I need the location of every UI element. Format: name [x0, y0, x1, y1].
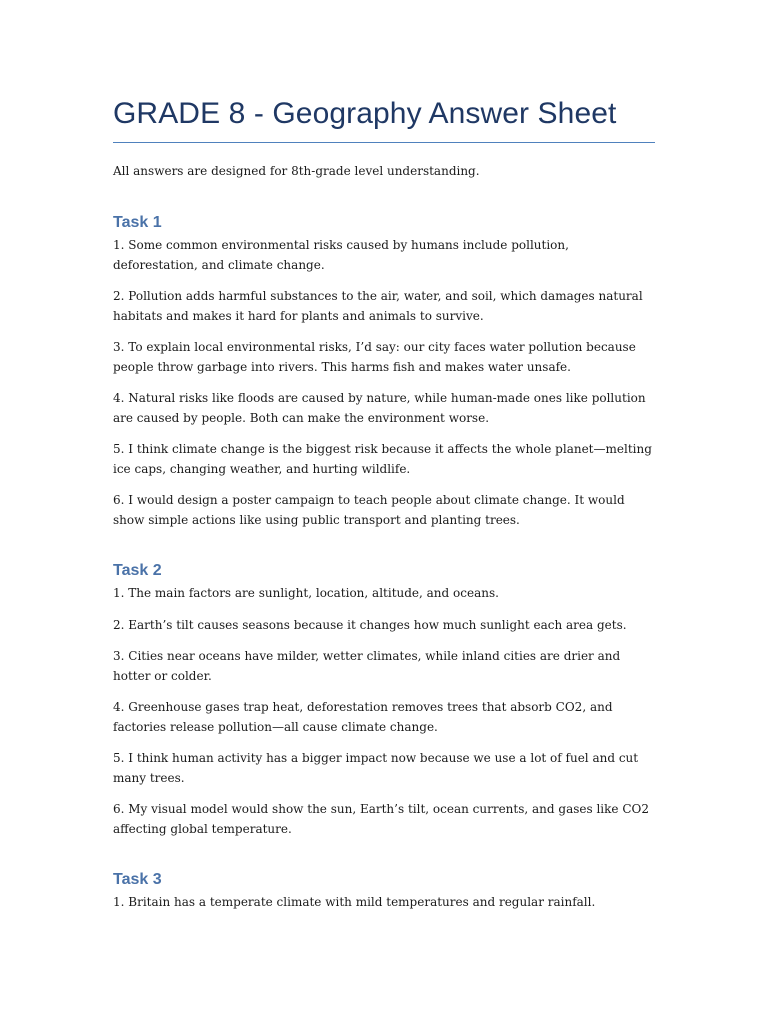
- task-2-answer-3: 3. Cities near oceans have milder, wetter climates, while inland cities are drier and hotter or colder.: [113, 649, 621, 683]
- task-2-heading: Task 2: [113, 562, 162, 579]
- task-1-heading: Task 1: [113, 214, 162, 231]
- task-1-answer-2: 2. Pollution adds harmful substances to the air, water, and soil, which damages natural habitats and makes it hard for plants and animals to survive.: [113, 289, 643, 323]
- document-page: [113, 94, 655, 944]
- task-2-answer-5: 5. I think human activity has a bigger impact now because we use a lot of fuel and cut many trees.: [113, 751, 639, 785]
- task-2-answer-2: 2. Earth’s tilt causes seasons because it changes how much sunlight each area gets.: [113, 617, 627, 632]
- task-3-section: [113, 870, 655, 913]
- task-1-section: [113, 213, 655, 530]
- task-2-section: [113, 561, 655, 839]
- intro-text: All answers are designed for 8th-grade level understanding.: [113, 164, 480, 178]
- task-3-answer-1: 1. Britain has a temperate climate with mild temperatures and regular rainfall.: [113, 895, 596, 909]
- task-2-answer-1: 1. The main factors are sunlight, location, altitude, and oceans.: [113, 586, 499, 600]
- task-3-heading: Task 3: [113, 871, 162, 888]
- task-1-answer-3: 3. To explain local environmental risks, I’d say: our city faces water pollution because people throw garbage into rivers. This harms fish and makes water unsafe.: [113, 340, 636, 374]
- document-title: GRADE 8 - Geography Answer Sheet: [113, 97, 617, 130]
- task-1-answer-4: 4. Natural risks like floods are caused by nature, while human-made ones like pollution are caused by people. Both can make the environment worse.: [113, 391, 646, 425]
- task-1-answer-6: 6. I would design a poster campaign to teach people about climate change. It would show simple actions like using public transport and planting trees.: [113, 493, 625, 527]
- task-2-answer-4: 4. Greenhouse gases trap heat, deforestation removes trees that absorb CO2, and factories release pollution—all cause climate change.: [113, 700, 613, 734]
- task-2-answer-6: 6. My visual model would show the sun, Earth’s tilt, ocean currents, and gases like CO2 affecting global temperature.: [113, 802, 649, 836]
- title-divider: [113, 142, 655, 143]
- task-1-answer-5: 5. I think climate change is the biggest risk because it affects the whole planet—melting ice caps, changing weather, and hurting wildlife.: [113, 442, 652, 476]
- task-1-answer-1: 1. Some common environmental risks caused by humans include pollution, deforestation, and climate change.: [113, 238, 569, 272]
